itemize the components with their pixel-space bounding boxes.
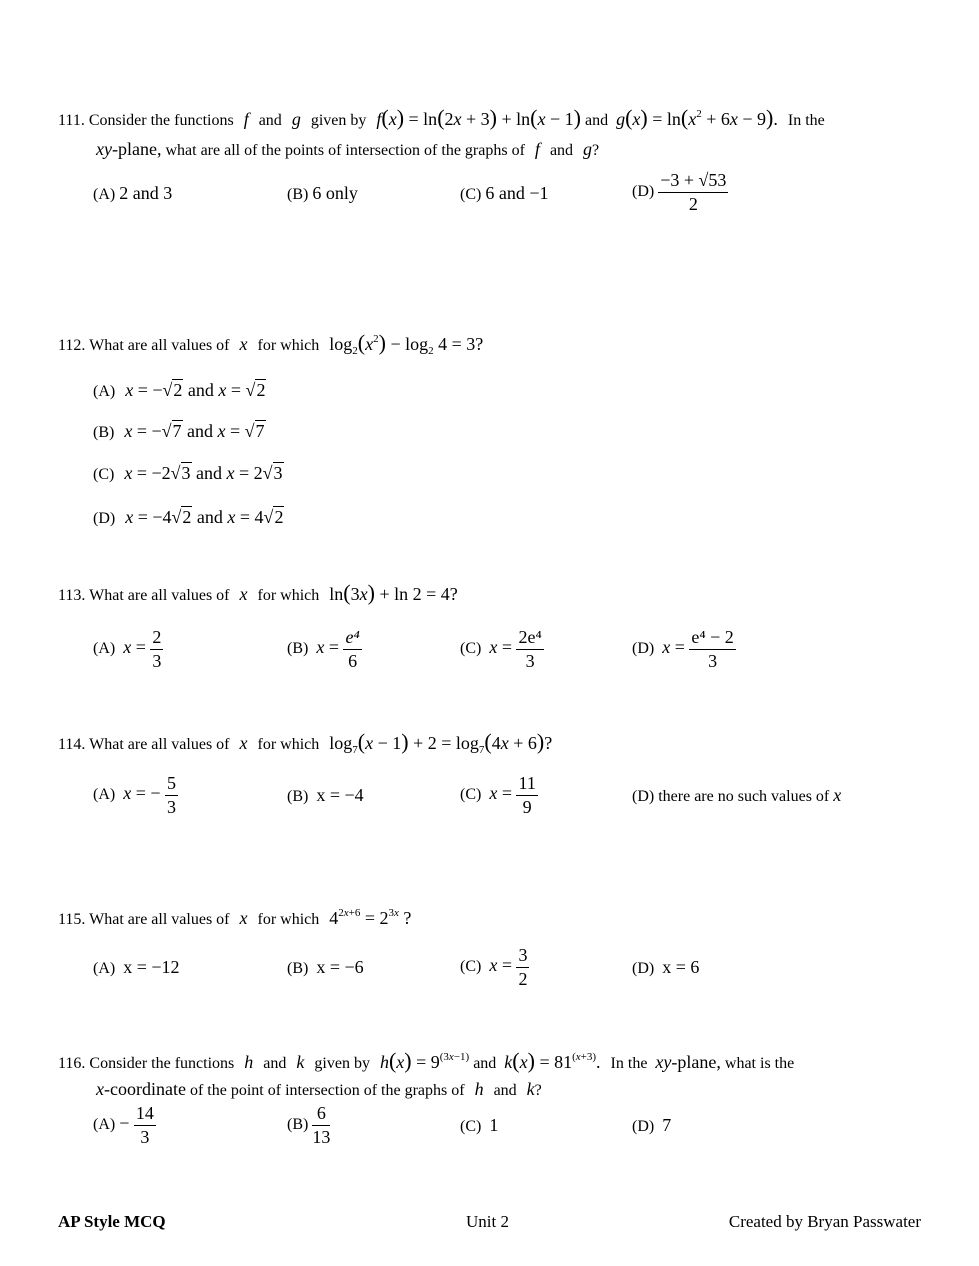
q116-line1: 116. Consider the functions h and k given by $h(x) = 9^{(3x-1)}$ and $k(x) = 81^{(x+3)}$. In the xy-plane, what is the bbox=[58, 1048, 795, 1073]
q111-line1: 111. Consider the functions f and g given by f(x) = ln(2x + 3) + ln(x − 1) and $g(x) = \ln(x^2 + 6x - 9)$. In the bbox=[58, 105, 825, 130]
footer-center: Unit 2 bbox=[466, 1212, 509, 1231]
q115-option-a[interactable]: (A) x = −12 bbox=[93, 957, 180, 977]
q116-option-a[interactable]: (A) − $\frac{14}{3}$ bbox=[93, 1103, 154, 1147]
q114-option-c[interactable]: (C) x = $\frac{11}{9}$ bbox=[460, 773, 536, 817]
q112-option-b[interactable]: (B) x = −√7 and x = √7 bbox=[93, 421, 265, 441]
q115-stem: 115. What are all values of x for which $4^{2x+6} = 2^{3x}$ ? bbox=[58, 907, 412, 928]
q115-equation: $4^{2x+6} = 2^{3x}$ ? bbox=[329, 907, 412, 928]
q114-equation: $\log_7(x - 1) + 2 = \log_7(4x + 6)$? bbox=[329, 729, 553, 756]
q115-option-d[interactable]: (D) x = 6 bbox=[632, 957, 700, 977]
q111-option-b[interactable]: (B) 6 only bbox=[287, 183, 358, 203]
q116-h-definition: $h(x) = 9^{(3x-1)}$ bbox=[379, 1048, 470, 1073]
q113-option-a[interactable]: (A) x = $\frac{2}{3}$ bbox=[93, 627, 162, 671]
q116-line2: x-coordinate of the point of intersection of the graphs of h and k? bbox=[96, 1079, 542, 1099]
q116-option-d[interactable]: (D) 7 bbox=[632, 1115, 672, 1135]
q111-d-fraction: $\frac{-3 + √53}{2}$ bbox=[660, 170, 727, 214]
q112-option-c[interactable]: (C) x = −2√3 and x = 2√3 bbox=[93, 463, 283, 483]
q111-option-a[interactable]: (A) 2 and 3 bbox=[93, 183, 173, 203]
q114-stem: 114. What are all values of x for which $\log_7(x - 1) + 2 = \log_7(4x + 6)$? bbox=[58, 729, 553, 756]
q114-option-a[interactable]: (A) x = − $\frac{5}{3}$ bbox=[93, 773, 177, 817]
q111-g-definition: $g(x) = \ln(x^2 + 6x - 9)$. bbox=[616, 105, 778, 130]
q116-option-b[interactable]: (B) $\frac{6}{13}$ bbox=[287, 1103, 331, 1147]
q113-equation: ln(3x) + ln 2 = 4? bbox=[329, 580, 458, 605]
footer-right: Created by Bryan Passwater bbox=[728, 1212, 921, 1231]
q116-k-definition: $k(x) = 81^{(x+3)}$. bbox=[504, 1048, 601, 1073]
q115-option-b[interactable]: (B) x = −6 bbox=[287, 957, 364, 977]
q113-option-c[interactable]: (C) x = $\frac{\text{2e⁴}}{3}$ bbox=[460, 627, 542, 671]
q111-f-definition: f(x) = ln(2x + 3) + ln(x − 1) bbox=[376, 105, 581, 130]
q112-option-a[interactable]: (A) x = −√2 and x = √2 bbox=[93, 380, 266, 400]
q111-line2: xy-plane, what are all of the points of intersection of the graphs of f and g? bbox=[96, 139, 600, 159]
q112-option-d[interactable]: (D) x = −4√2 and x = 4√2 bbox=[93, 507, 284, 527]
q111-number: 111. bbox=[58, 112, 85, 129]
q112-equation: $\log_2(x^2) - \log_2 4 = 3$? bbox=[329, 330, 484, 357]
q111-option-c[interactable]: (C) 6 and −1 bbox=[460, 183, 549, 203]
q112-stem: 112. What are all values of x for which $\log_2(x^2) - \log_2 4 = 3$? bbox=[58, 330, 484, 357]
q115-option-c[interactable]: (C) x = $\frac{3}{2}$ bbox=[460, 945, 528, 989]
q116-option-c[interactable]: (C) 1 bbox=[460, 1115, 499, 1135]
q113-stem: 113. What are all values of x for which ln(3x) + ln 2 = 4? bbox=[58, 580, 458, 605]
q114-option-d[interactable]: (D) there are no such values of x bbox=[632, 785, 842, 805]
q113-option-d[interactable]: (D) x = $\frac{\text{e⁴ − 2}}{3}$ bbox=[632, 627, 734, 671]
q113-option-b[interactable]: (B) x = $\frac{\text{e⁴}}{6}$ bbox=[287, 627, 360, 671]
footer-left: AP Style MCQ bbox=[58, 1212, 166, 1231]
q111-option-d[interactable]: (D) $\frac{-3 + √53}{2}$ bbox=[632, 170, 727, 214]
q114-option-b[interactable]: (B) x = −4 bbox=[287, 785, 364, 805]
